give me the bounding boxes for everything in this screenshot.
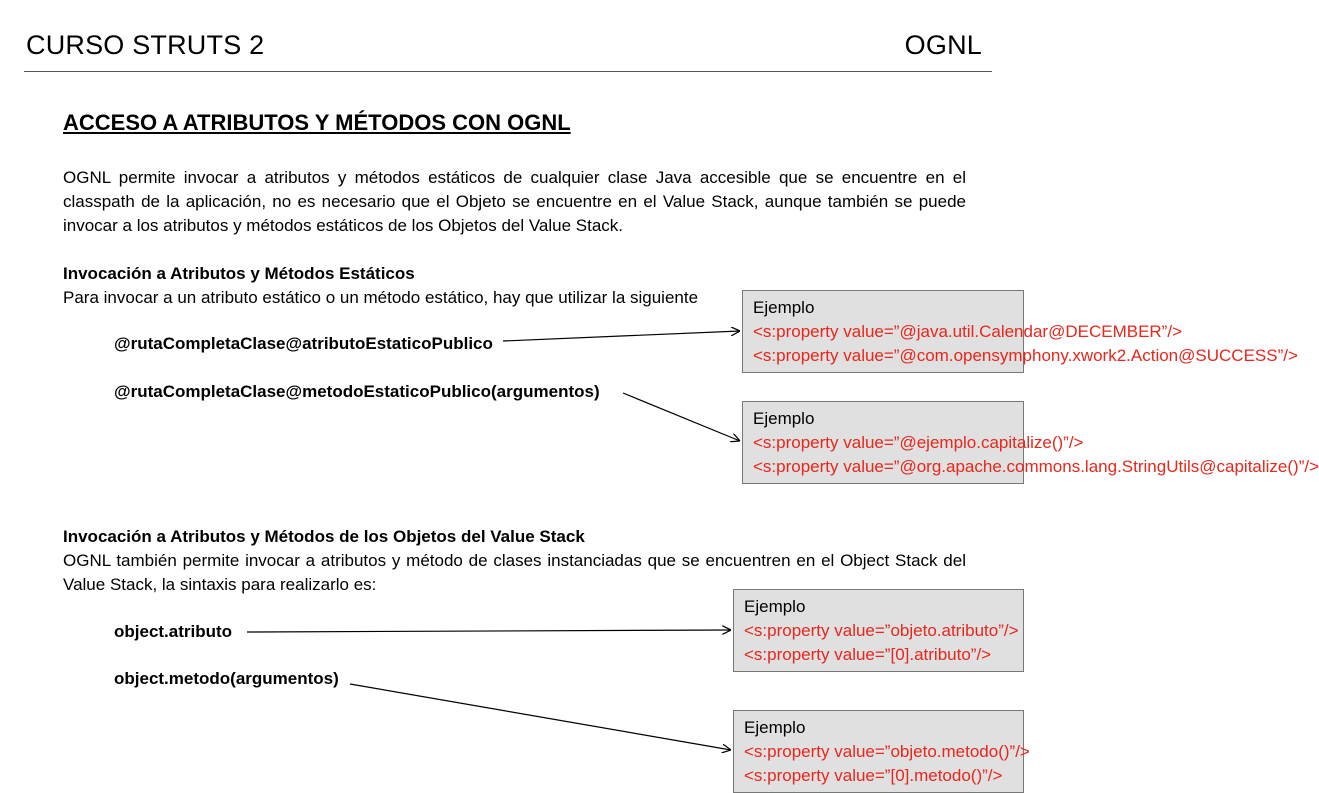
arrow-object-attr: [247, 630, 731, 632]
example-box: [733, 589, 1024, 672]
valuestack-section: [63, 525, 966, 597]
valuestack-text: OGNL también permite invocar a atributos y método de clases instanciadas que se encuentren en el Object Stack del Value Stack, la sintaxis para realizarlo es:: [63, 551, 966, 594]
example-code-line: <s:property value=”[0].atributo”/>: [744, 645, 992, 664]
example-label: Ejemplo: [744, 597, 806, 616]
example-code-line: <s:property value=”objeto.atributo”/>: [744, 621, 1019, 640]
example-box: [742, 290, 1298, 373]
example-code-line: <s:property value=”objeto.metodo()”/>: [744, 742, 1030, 761]
intro-paragraph: OGNL permite invocar a atributos y métodos estáticos de cualquier clase Java accesible que se encuentre en el classpath de la aplicación, no es necesario que el Objeto se encuentre en el Value Stack, aunque también se puede invocar a los atributos y métodos estáticos de los Objetos del Value Stack.: [63, 168, 966, 235]
static-heading: Invocación a Atributos y Métodos Estáticos: [63, 264, 415, 283]
arrow-object-method: [350, 684, 731, 750]
topic-title: OGNL: [904, 30, 982, 60]
static-attr-syntax: @rutaCompletaClase@atributoEstaticoPublico: [114, 334, 493, 353]
header-divider: [24, 71, 992, 72]
static-text: Para invocar a un atributo estático o un método estático, hay que utilizar la siguiente: [63, 288, 699, 307]
example-code-line: <s:property value=”@com.opensymphony.xwork2.Action@SUCCESS”/>: [753, 346, 1298, 365]
static-method-syntax: @rutaCompletaClase@metodoEstaticoPublico(argumentos): [114, 382, 600, 401]
example-box: [742, 401, 1319, 484]
course-title: CURSO STRUTS 2: [26, 30, 265, 60]
example-label: Ejemplo: [753, 409, 815, 428]
example-code-line: <s:property value=”@org.apache.commons.lang.StringUtils@capitalize()”/>: [753, 457, 1319, 476]
example-box: [733, 710, 1030, 793]
object-method-syntax: object.metodo(argumentos): [114, 669, 339, 688]
example-label: Ejemplo: [753, 298, 815, 317]
example-code-line: <s:property value=”@java.util.Calendar@DECEMBER”/>: [753, 322, 1182, 341]
example-code-line: <s:property value=”@ejemplo.capitalize()”/>: [753, 433, 1084, 452]
valuestack-heading: Invocación a Atributos y Métodos de los Objetos del Value Stack: [63, 527, 585, 546]
arrow-static-attr: [503, 331, 740, 341]
arrow-static-method: [623, 393, 740, 441]
section-title: ACCESO A ATRIBUTOS Y MÉTODOS CON OGNL: [63, 110, 571, 135]
example-code-line: <s:property value=”[0].metodo()”/>: [744, 766, 1003, 785]
object-attr-syntax: object.atributo: [114, 622, 233, 641]
example-label: Ejemplo: [744, 718, 806, 737]
